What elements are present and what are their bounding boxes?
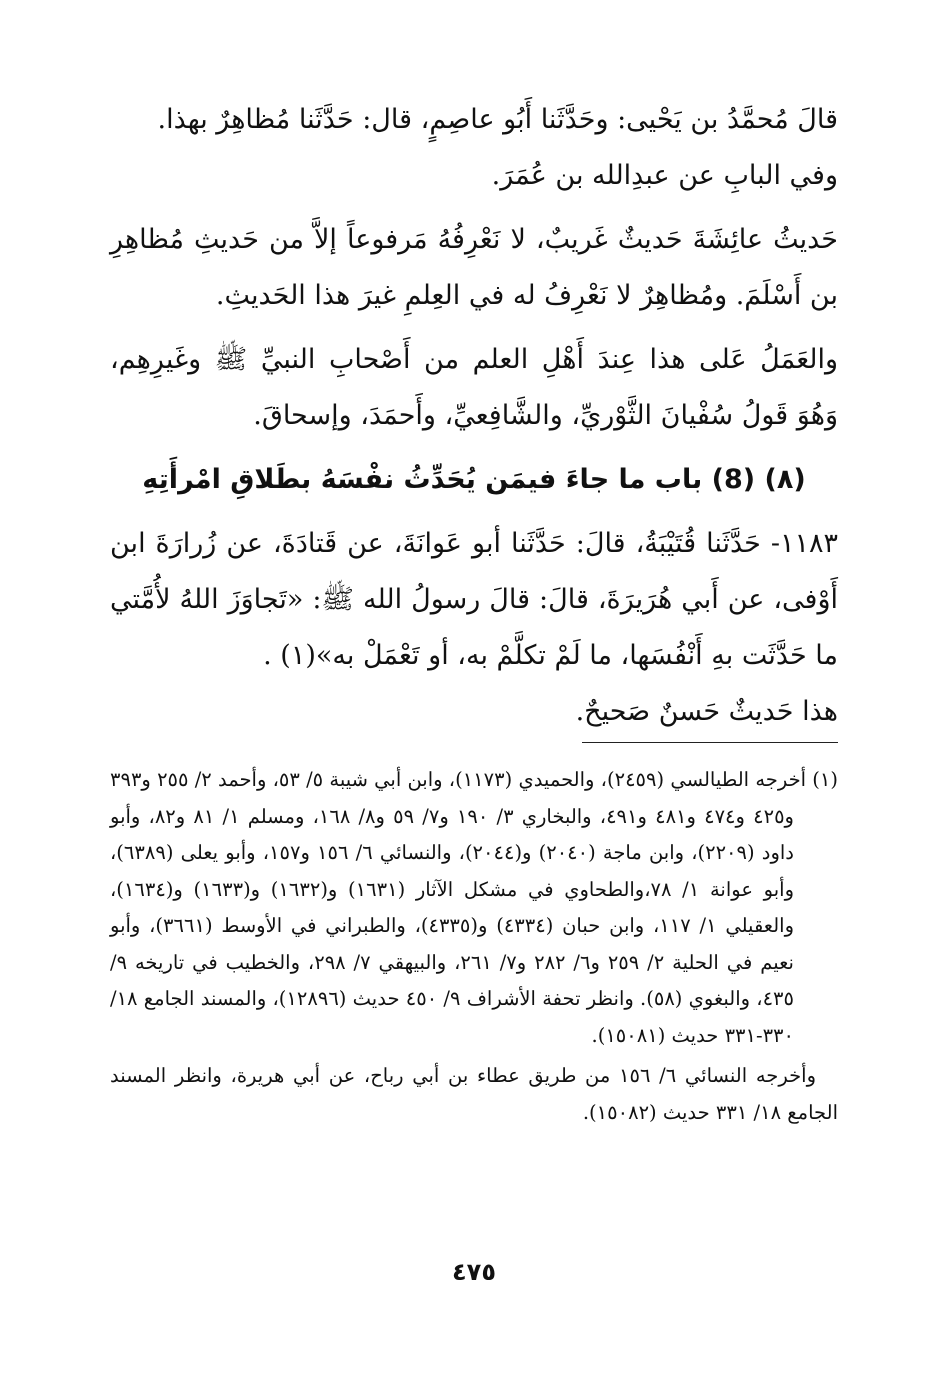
page-number: ٤٧٥ [452, 1258, 496, 1286]
footnote-1: (١) أخرجه الطيالسي (٢٤٥٩)، والحميدي (١١٧٣)، وابن أبي شيبة ٥/ ٥٣، وأحمد ٢/ ٢٥٥ و٣٩٣ و٤٢٥ و٤٧٤ و٤٨١ و٤٩١، والبخاري ٣/ ١٩٠ و٧/ ٥٩ و٨/ ١٦٨، ومسلم ١/ ٨١ و٨٢، وأبو داود (٢٢٠٩)، وابن ماجة (٢٠٤٠) و(٢٠٤٤)، والنسائي ٦/ ١٥٦ و١٥٧، وأبو يعلى (٦٣٨٩)، وأبو عوانة ١/ ٧٨،والطحاوي في مشكل الآثار (١٦٣١) و(١٦٣٢) و(١٦٣٣) و(١٦٣٤)، والعقيلي ١/ ١١٧، وابن حبان (٤٣٣٤) و(٤٣٣٥)، والطبراني في الأوسط (٣٦٦١)، وأبو نعيم في الحلية ٢/ ٢٥٩ و٦/ ٢٨٢ و٧/ ٢٦١، والبيهقي ٧/ ٢٩٨، والخطيب في تاريخه ٩/ ٤٣٥، والبغوي (٥٨). وانظر تحفة الأشراف ٩/ ٤٥٠ حديث (١٢٨٩٦)، والمسند الجامع ١٨/ ٣٣٠-٣٣١ حديث (١٥٠٨١). [110, 768, 838, 1047]
paragraph-chain: قالَ مُحمَّدُ بن يَحْيى: وحَدَّثَنا أَبُو عاصِمٍ، قال: حَدَّثَنا مُظاهِرٌ بهذا. [157, 104, 838, 135]
paragraph-practice: والعَمَلُ عَلى هذا عِندَ أَهْلِ العلم من أَصْحابِ النبيِّ ﷺ وغَيرِهِم، وَهُوَ قَولُ سُفْيانَ الثَّوْريِّ، والشَّافِعيِّ، وأَحمَدَ، وإسحاقَ. [110, 344, 838, 431]
hadith-1183: ١١٨٣- حَدَّثَنا قُتَيْبَةُ، قالَ: حَدَّثَنا أبو عَوانَةَ، عن قَتادَةَ، عن زُرارَةَ ابن أَوْفى، عن أَبي هُرَيرَةَ، قالَ: قالَ رسولُ الله ﷺ: «تَجاوَزَ اللهُ لأُمَّتي ما حَدَّثَت بهِ أَنْفُسَها، ما لَمْ تكلَّمْ به، أو تَعْمَلْ به»(١) . [110, 528, 838, 671]
paragraph-grading: حَديثُ عائِشَةَ حَديثٌ غَريبٌ، لا نَعْرِفُهُ مَرفوعاً إلاَّ من حَديثِ مُظاهِرِ بن أَسْلَمَ. ومُظاهِرٌ لا نَعْرِفُ له في العِلمِ غيرَ هذا الحَديثِ. [110, 224, 838, 311]
main-text [110, 92, 838, 748]
chapter-heading: (٨) (8) باب ما جاءَ فيمَن يُحَدِّثُ نفْسَهُ بطَلاقِ امْرأَتِهِ [142, 464, 806, 495]
paragraph-verdict: هذا حَديثٌ حَسنٌ صَحيحٌ. [575, 696, 838, 727]
footnote-1-continuation: وأخرجه النسائي ٦/ ١٥٦ من طريق عطاء بن أبي رباح، عن أبي هريرة، وانظر المسند الجامع ١٨/ ٣٣١ حديث (١٥٠٨٢). [110, 1064, 838, 1124]
paragraph-bab: وفي البابِ عن عبدِالله بن عُمَرَ. [491, 160, 838, 191]
footnote-divider [582, 742, 838, 743]
footnotes [110, 762, 838, 1131]
